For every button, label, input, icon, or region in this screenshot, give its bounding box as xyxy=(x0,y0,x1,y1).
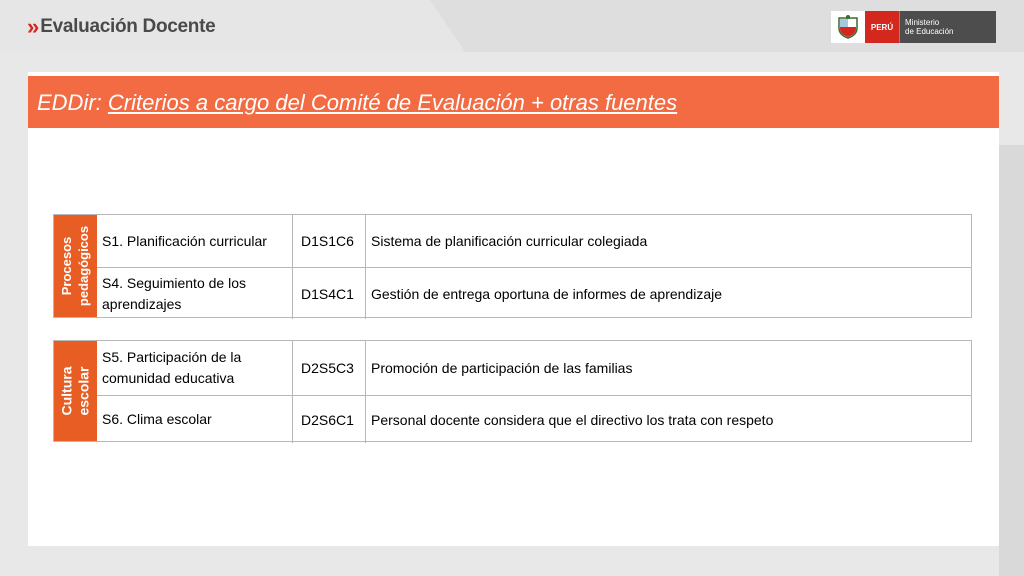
table-row xyxy=(97,395,971,443)
ministry-name xyxy=(899,11,996,43)
slide-title xyxy=(37,90,677,116)
criterion-cell: Sistema de planificación curricular colegiada xyxy=(371,233,648,249)
brand-chevron-icon: » xyxy=(27,14,35,39)
standard-cell: S6. Clima escolar xyxy=(97,396,293,443)
top-bar xyxy=(0,0,1024,52)
slide-title-band xyxy=(28,76,999,128)
group-label-line-2: escolar xyxy=(75,366,92,416)
group-label-procesos xyxy=(54,215,97,317)
ministry-line-2: de Educación xyxy=(905,27,954,36)
brand-logo xyxy=(27,14,215,40)
country-label: PERÚ xyxy=(865,11,899,43)
slide-title-prefix: EDDir: xyxy=(37,90,108,115)
table-row xyxy=(97,341,971,395)
group-label-line-1: Cultura xyxy=(58,366,75,416)
criteria-table-cultura xyxy=(53,340,972,442)
right-edge-shade xyxy=(999,145,1024,576)
code-cell: D2S5C3 xyxy=(293,341,366,395)
table-row xyxy=(97,215,971,267)
slide-title-main: Criterios a cargo del Comité de Evaluación + otras fuentes xyxy=(107,90,678,115)
code-cell: D1S1C6 xyxy=(293,215,366,267)
group-label-line-2: pedagógicos xyxy=(76,225,92,307)
code-cell: D2S6C1 xyxy=(293,396,366,443)
criteria-table-procesos xyxy=(53,214,972,318)
ministry-logo xyxy=(831,11,996,43)
table-row xyxy=(97,267,971,319)
criterion-cell: Promoción de participación de las familias xyxy=(371,360,633,376)
standard-cell: S5. Participación de la comunidad educativa xyxy=(97,341,293,395)
brand-title: Evaluación Docente xyxy=(40,16,216,37)
ministry-line-1: Ministerio xyxy=(905,18,940,27)
coat-of-arms-icon xyxy=(831,11,865,43)
criterion-cell: Personal docente considera que el directivo los trata con respeto xyxy=(371,411,774,428)
group-label-line-1: Procesos xyxy=(59,236,75,296)
standard-cell: S4. Seguimiento de los aprendizajes xyxy=(97,268,293,319)
standard-cell: S1. Planificación curricular xyxy=(97,215,293,267)
criterion-cell: Gestión de entrega oportuna de informes de aprendizaje xyxy=(371,285,723,302)
group-label-cultura xyxy=(54,341,97,441)
code-cell: D1S4C1 xyxy=(293,268,366,319)
